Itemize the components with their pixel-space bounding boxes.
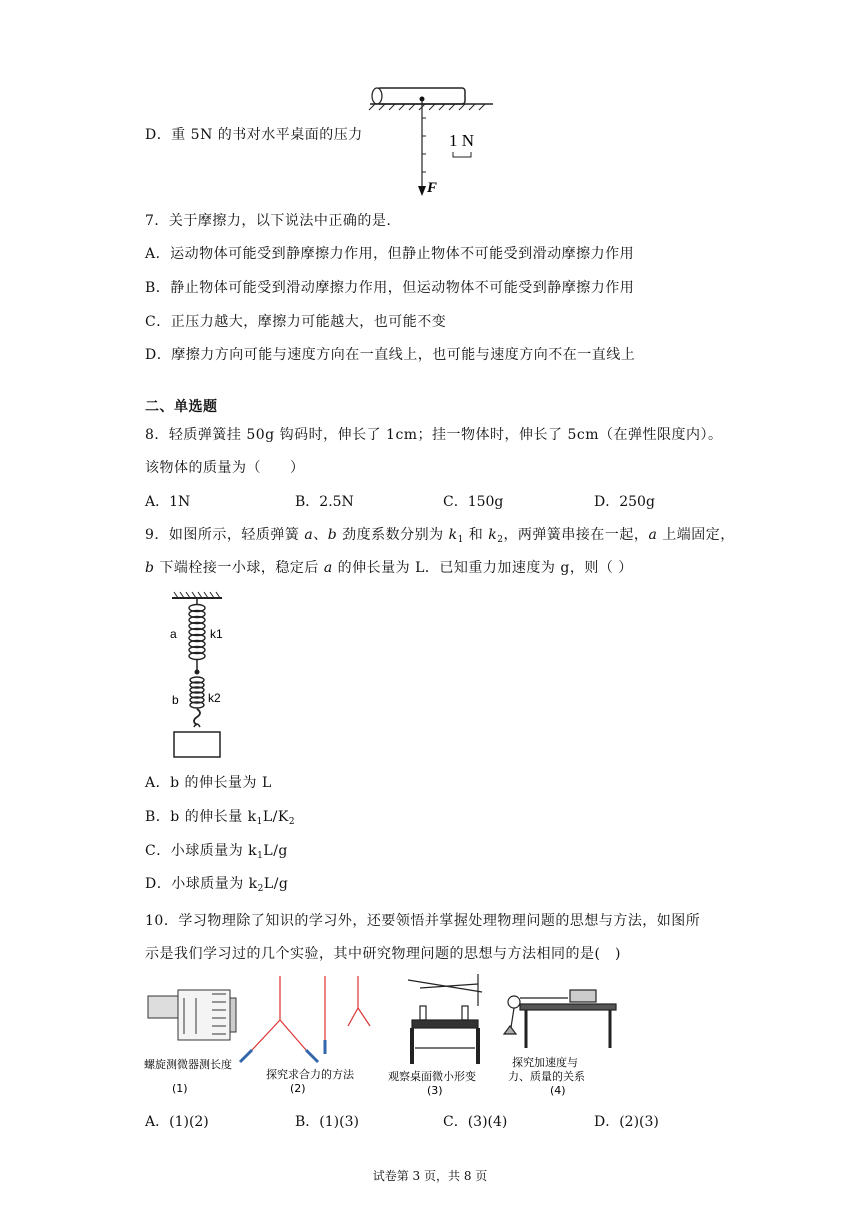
q7-option-d: D．摩擦力方向可能与速度方向在一直线上，也可能与速度方向不在一直线上 <box>145 347 636 363</box>
q8-option-c: C．150g <box>443 494 504 510</box>
q9-option-a: A．b 的伸长量为 L <box>145 775 272 791</box>
q6-force-figure <box>365 82 505 202</box>
micrometer-drawing <box>148 990 236 1040</box>
q10-caption-1: 螺旋测微器测长度 <box>144 1058 232 1071</box>
q10-option-b: B．(1)(3) <box>295 1114 359 1130</box>
q9-stem-line2: b 下端栓接一小球，稳定后 a 的伸长量为 L．已知重力加速度为 g，则（ ） <box>145 560 633 576</box>
q8-stem-line1: 8．轻质弹簧挂 50g 钩码时，伸长了 1cm；挂一物体时，伸长了 5cm（在弹性限度内）。 <box>145 427 723 443</box>
q7-option-a: A．运动物体可能受到静摩擦力作用，但静止物体不可能受到滑动摩擦力作用 <box>145 246 635 262</box>
q10-number-1: (1) <box>172 1082 188 1095</box>
q9-option-b: B．b 的伸长量 $k_1L/K_2$ <box>145 809 296 827</box>
q9-spring-figure <box>160 590 250 765</box>
q10-number-4: (4) <box>550 1084 566 1097</box>
q8-option-b: B．2.5N <box>295 494 354 510</box>
q6-scale-label: 1 N <box>449 131 475 150</box>
page-footer: 试卷第 3 页，共 8 页 <box>372 1169 488 1183</box>
q10-stem-line1: 10．学习物理除了知识的学习外，还要领悟并掌握处理物理问题的思想与方法，如图所 <box>145 913 701 929</box>
q9-label-a: a <box>170 627 177 641</box>
q10-option-c: C．(3)(4) <box>443 1114 508 1130</box>
q9-label-k1: k1 <box>210 627 223 641</box>
q9-option-c: C．小球质量为 $k_1L/g$ <box>145 843 288 861</box>
q10-caption-3: 观察桌面微小形变 <box>388 1070 476 1083</box>
q6-force-label: F <box>427 180 438 196</box>
q10-number-2: (2) <box>290 1082 306 1095</box>
q10-caption-4b: 力、质量的关系 <box>508 1070 585 1083</box>
section-heading: 二、单选题 <box>145 399 218 415</box>
q9-label-k2: k2 <box>208 691 221 705</box>
q9-option-d: D．小球质量为 $k_2L/g$ <box>145 876 289 894</box>
force-composition-drawing <box>252 976 370 1050</box>
q7-stem: 7．关于摩擦力，以下说法中正确的是. <box>145 213 392 229</box>
q10-caption-4a: 探究加速度与 <box>512 1056 578 1069</box>
q7-option-b: B．静止物体可能受到滑动摩擦力作用，但运动物体不可能受到静摩擦力作用 <box>145 280 635 296</box>
q9-label-b: b <box>172 693 179 707</box>
q10-number-3: (3) <box>427 1084 443 1097</box>
q8-option-a: A．1N <box>145 494 191 510</box>
q7-option-c: C．正压力越大，摩擦力可能越大，也可能不变 <box>145 314 447 330</box>
table-deformation-drawing <box>408 974 482 1064</box>
q10-caption-2: 探究求合力的方法 <box>266 1068 354 1081</box>
q10-stem-line2: 示是我们学习过的几个实验，其中研究物理问题的思想与方法相同的是( ) <box>145 946 621 962</box>
q10-experiments-figure <box>140 968 620 1103</box>
q8-option-d: D．250g <box>594 494 655 510</box>
acceleration-experiment-drawing <box>504 990 616 1048</box>
q8-stem-line2: 该物体的质量为（ ） <box>145 460 305 476</box>
q6-option-d: D．重 5N 的书对水平桌面的压力 <box>145 127 363 143</box>
q10-option-a: A．(1)(2) <box>145 1114 209 1130</box>
q9-stem-line1: 9．如图所示，轻质弹簧 a、b 劲度系数分别为 $k_1$ 和 $k_2$，两弹簧串接在一起，a 上端固定， <box>145 527 735 545</box>
q10-option-d: D．(2)(3) <box>594 1114 659 1130</box>
